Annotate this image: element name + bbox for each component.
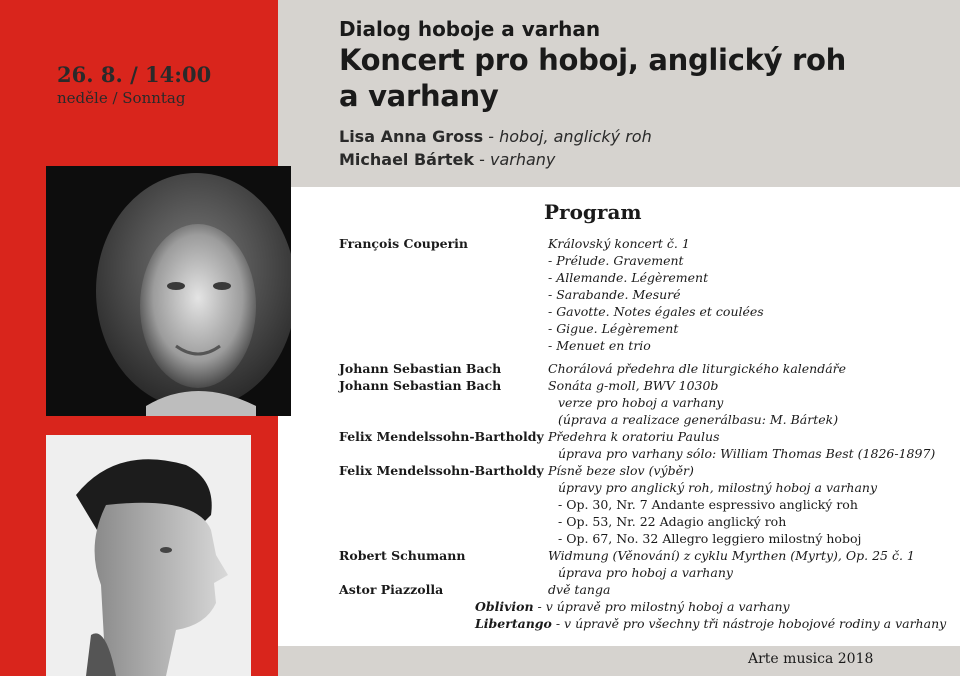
work-note: verze pro hoboj a varhany (558, 395, 724, 410)
work-title: Předehra k oratoriu Paulus (548, 429, 720, 444)
photo-michael-bartek (46, 435, 251, 676)
movement: - Gigue. Légèrement (548, 321, 679, 336)
performer-name: Michael Bártek (339, 150, 475, 169)
movement: - Allemande. Légèrement (548, 270, 709, 285)
work-note: (úprava a realizace generálbasu: M. Bártek) (558, 412, 839, 427)
event-date: 26. 8. / 14:00 (57, 62, 212, 87)
performer-name: Lisa Anna Gross (339, 127, 484, 146)
event-title (339, 42, 939, 114)
composer-schumann: Robert Schumann (339, 548, 466, 563)
portrait-woman-image (46, 166, 291, 416)
performer-2: Michael Bártek - varhany (339, 150, 556, 169)
work-note: úprava pro hoboj a varhany (558, 565, 733, 580)
oblivion-text: - v úpravě pro milostný hoboj a varhany (533, 599, 790, 614)
composer-mendelssohn: Felix Mendelssohn-Bartholdy (339, 429, 544, 444)
program-heading: Program (544, 200, 642, 224)
movement: - Menuet en trio (548, 338, 651, 353)
work-title: Písně beze slov (výběr) (548, 463, 694, 478)
work-item: - Op. 53, Nr. 22 Adagio anglický roh (558, 514, 787, 529)
performers (339, 125, 652, 171)
work-title: Chorálová předehra dle liturgického kalendáře (548, 361, 847, 376)
footer-label: Arte musica 2018 (748, 651, 874, 667)
work-note: úpravy pro anglický roh, milostný hoboj a varhany (558, 480, 878, 495)
work-item: - Op. 30, Nr. 7 Andante espressivo anglický roh (558, 497, 858, 512)
work-libertango (475, 615, 946, 632)
work-oblivion (475, 598, 790, 615)
composer-mendelssohn: Felix Mendelssohn-Bartholdy (339, 463, 544, 478)
work-title: Královský koncert č. 1 (548, 236, 690, 251)
photo-lisa-anna-gross (46, 166, 291, 416)
work-title: Widmung (Věnování) z cyklu Myrthen (Myrty), Op. 25 č. 1 (548, 548, 915, 563)
oblivion-title: Oblivion (475, 599, 534, 614)
composer-bach: Johann Sebastian Bach (339, 361, 502, 376)
libertango-title: Libertango (475, 616, 552, 631)
work-title: Sonáta g-moll, BWV 1030b (548, 378, 719, 393)
event-series: Dialog hoboje a varhan (339, 17, 601, 41)
performer-role: hoboj, anglický roh (499, 127, 652, 146)
performer-1: Lisa Anna Gross - hoboj, anglický roh (339, 127, 652, 146)
work-item: - Op. 67, No. 32 Allegro leggiero milostný hoboj (558, 531, 862, 546)
event-day: neděle / Sonntag (57, 89, 186, 107)
composer-bach: Johann Sebastian Bach (339, 378, 502, 393)
libertango-text: - v úpravě pro všechny tři nástroje hobojové rodiny a varhany (551, 616, 947, 631)
composer-couperin: François Couperin (339, 236, 469, 251)
movement: - Sarabande. Mesuré (548, 287, 681, 302)
work-title: dvě tanga (548, 582, 611, 597)
composer-piazzolla: Astor Piazzolla (339, 582, 444, 597)
movement: - Gavotte. Notes égales et coulées (548, 304, 764, 319)
title-line-2: a varhany (339, 79, 499, 113)
movement: - Prélude. Gravement (548, 253, 684, 268)
work-note: úprava pro varhany sólo: William Thomas Best (1826-1897) (558, 446, 936, 461)
title-line-1: Koncert pro hoboj, anglický roh (339, 43, 846, 77)
performer-role: varhany (489, 150, 556, 169)
portrait-man-image (46, 435, 251, 676)
